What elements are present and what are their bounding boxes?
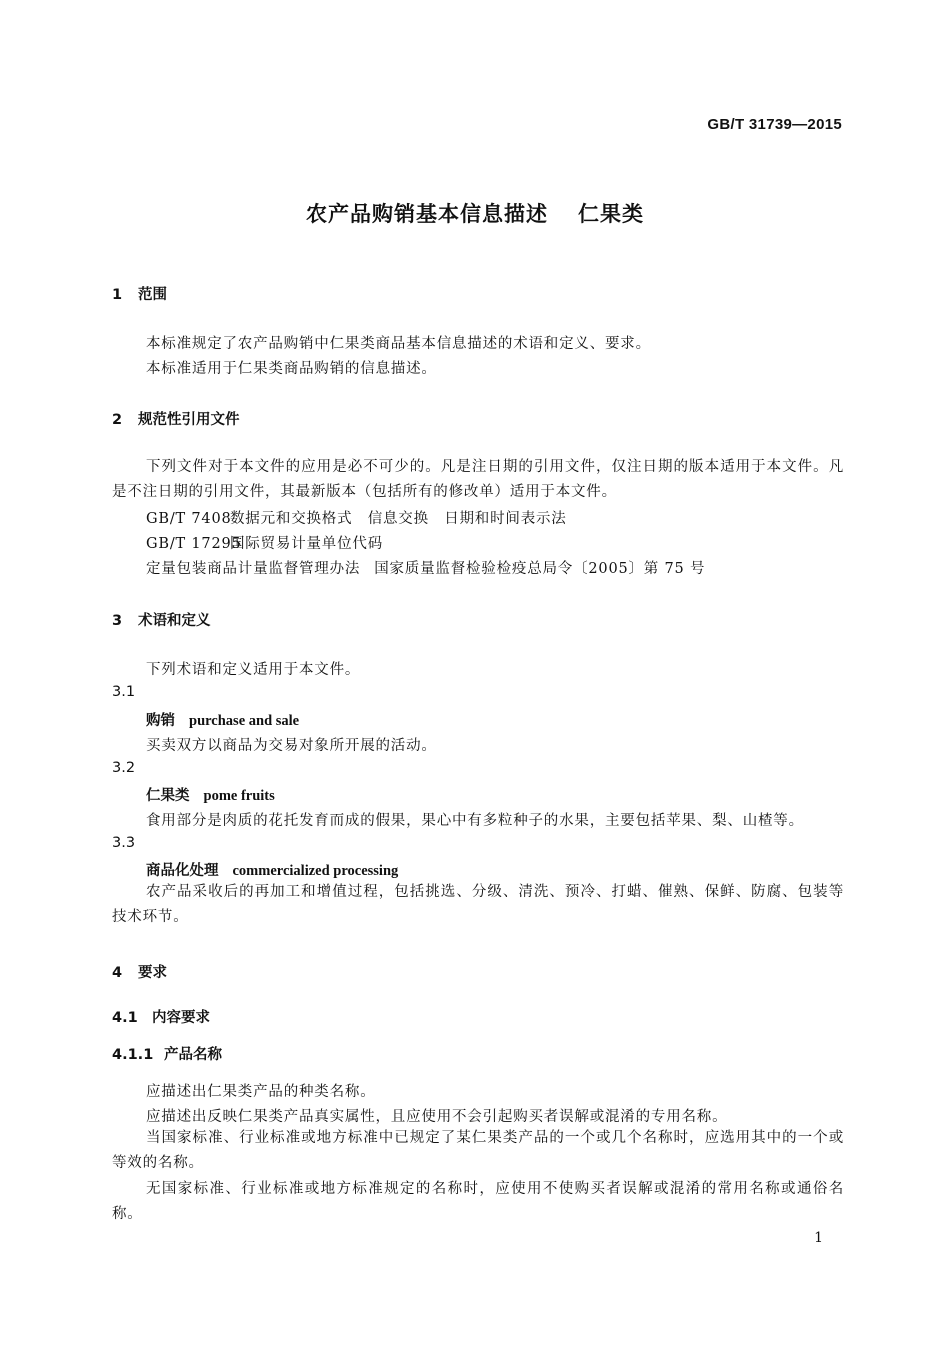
section-2-intro: 下列文件对于本文件的应用是必不可少的。凡是注日期的引用文件，仅注日期的版本适用于本文件。凡是不注日期的引用文件，其最新版本（包括所有的修改单）适用于本文件。 <box>112 459 844 500</box>
term-title: 仁果类 pome fruits <box>146 788 275 804</box>
standard-code: GB/T 31739—2015 <box>707 116 842 133</box>
reference-item: GB/T 7408数据元和交换格式 信息交换 日期和时间表示法 <box>146 511 567 527</box>
section-3-heading: 3 术语和定义 <box>112 613 211 629</box>
section-4-paragraph-3: 当国家标准、行业标准或地方标准中已规定了某仁果类产品的一个或几个名称时，应选用其中的一个或等效的名称。 <box>112 1130 844 1171</box>
term-number: 3.3 <box>112 835 136 851</box>
subsection-4-1-1-heading: 4.1.1 产品名称 <box>112 1047 222 1063</box>
section-1-paragraph-2: 本标准适用于仁果类商品购销的信息描述。 <box>146 361 437 377</box>
subsection-4-1-heading: 4.1 内容要求 <box>112 1010 210 1026</box>
document-title <box>0 198 950 228</box>
title-main: 农产品购销基本信息描述 <box>306 202 548 226</box>
title-sub: 仁果类 <box>578 202 644 226</box>
section-4-paragraph-4: 无国家标准、行业标准或地方标准规定的名称时，应使用不使购买者误解或混淆的常用名称或通俗名称。 <box>112 1181 844 1222</box>
section-1-paragraph-1: 本标准规定了农产品购销中仁果类商品基本信息描述的术语和定义、要求。 <box>146 336 651 352</box>
reference-item: 定量包装商品计量监督管理办法 国家质量监督检验检疫总局令〔2005〕第 75 号 <box>146 561 706 577</box>
page-number: 1 <box>814 1230 823 1246</box>
reference-item: GB/T 17295国际贸易计量单位代码 <box>146 536 383 552</box>
section-3-intro: 下列术语和定义适用于本文件。 <box>146 662 361 678</box>
term-title: 商品化处理 commercialized processing <box>146 863 399 879</box>
term-number: 3.2 <box>112 760 136 776</box>
term-number: 3.1 <box>112 684 136 700</box>
section-4-paragraph-2: 应描述出反映仁果类产品真实属性，且应使用不会引起购买者误解或混淆的专用名称。 <box>146 1109 728 1125</box>
term-definition: 买卖双方以商品为交易对象所开展的活动。 <box>146 738 437 754</box>
term-definition: 农产品采收后的再加工和增值过程，包括挑选、分级、清洗、预冷、打蜡、催熟、保鲜、防腐、包装等技术环节。 <box>112 884 844 925</box>
section-2-heading: 2 规范性引用文件 <box>112 412 240 428</box>
section-4-heading: 4 要求 <box>112 965 167 981</box>
term-definition: 食用部分是肉质的花托发育而成的假果，果心中有多粒种子的水果，主要包括苹果、梨、山楂等。 <box>146 813 804 829</box>
section-1-heading: 1 范围 <box>112 287 167 303</box>
term-title: 购销 purchase and sale <box>146 713 300 729</box>
section-4-paragraph-1: 应描述出仁果类产品的种类名称。 <box>146 1084 376 1100</box>
